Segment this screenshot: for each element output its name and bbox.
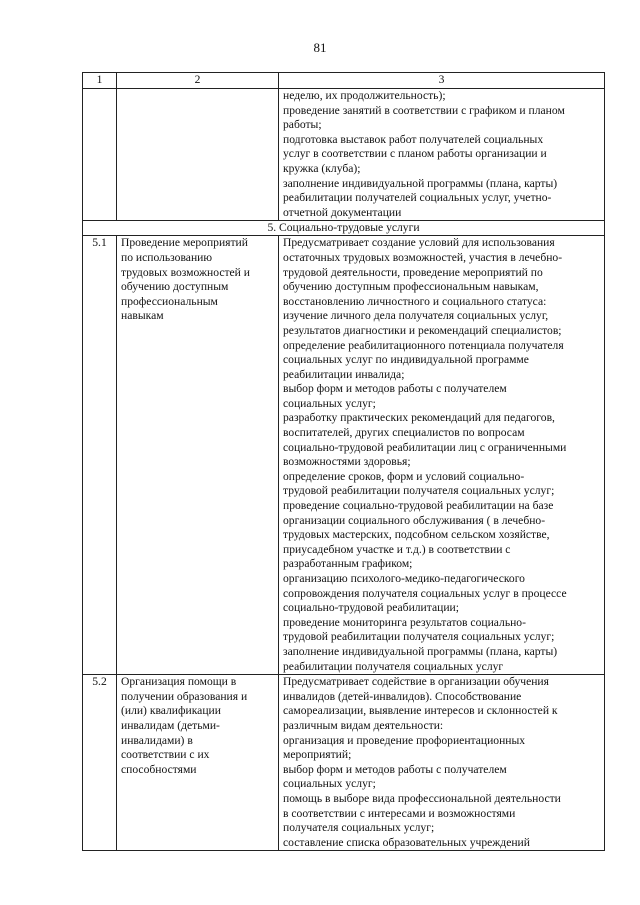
text-line: заполнение индивидуальной программы (плана, карты) (283, 644, 558, 658)
table-row (83, 675, 605, 851)
text-line: проведение социально-трудовой реабилитации на базе (283, 499, 554, 513)
text-line: остаточных трудовых возможностей, участия в лечебно- (283, 250, 563, 264)
text-line: социальных услуг; (283, 396, 376, 410)
text-line: социально-трудовой реабилитации лиц с ограниченными (283, 440, 567, 454)
text-line: сопровождения получателя социальных услуг в процессе (283, 586, 567, 600)
text-line: организации социального обслуживания ( в лечебно- (283, 513, 546, 527)
column-header-1: 1 (83, 73, 117, 89)
text-line: выбор форм и методов работы с получателем (283, 762, 507, 776)
text-line: обучению доступным профессиональным навыкам, (283, 280, 539, 294)
text-line: социальных услуг; (283, 777, 376, 791)
service-description (279, 675, 605, 851)
text-line: организация и проведение профориентационных (283, 733, 526, 747)
text-line: обучению доступным (121, 280, 229, 294)
text-line: результатов диагностики и рекомендаций специалистов; (283, 323, 562, 337)
column-header-3: 3 (279, 73, 605, 89)
text-line: определение реабилитационного потенциала получателя (283, 338, 564, 352)
page-number: 81 (313, 40, 327, 55)
text-line: инвалидов (детей-инвалидов). Способствование (283, 689, 522, 703)
text-line: мероприятий; (283, 748, 352, 762)
text-line: инвалидам (детьми- (121, 718, 220, 732)
text-line: навыкам (121, 309, 164, 323)
column-header-2: 2 (117, 73, 279, 89)
services-table (82, 72, 605, 851)
text-line: реабилитации инвалида; (283, 367, 405, 381)
service-number: 5.2 (83, 675, 117, 851)
text-line: Предусматривает содействие в организации обучения (283, 675, 549, 689)
text-line: воспитателей, других специалистов по вопросам (283, 426, 525, 440)
text-line: социально-трудовой реабилитации; (283, 601, 459, 615)
text-line: услуг в соответствии с планом работы организации и (283, 147, 547, 161)
continuation-desc-cell (279, 89, 605, 221)
text-line: трудовой реабилитации получателя социальных услуг; (283, 630, 555, 644)
continuation-name-cell (117, 89, 279, 221)
text-line: трудовой реабилитации получателя социальных услуг; (283, 484, 555, 498)
text-line: составление списка образовательных учреждений (283, 835, 530, 849)
text-line: Организация помощи в (121, 675, 237, 689)
text-line: приусадебном участке и т.д.) в соответствии с (283, 542, 511, 556)
text-line: Проведение мероприятий (121, 236, 248, 250)
text-line: отчетной документации (283, 205, 402, 219)
text-line: в соответствии с интересами и возможностями (283, 806, 516, 820)
text-line: заполнение индивидуальной программы (плана, карты) (283, 176, 558, 190)
text-line: (или) квалификации (121, 704, 221, 718)
text-line: кружка (клуба); (283, 161, 361, 175)
section-title: 5. Социально-трудовые услуги (83, 221, 605, 236)
text-line: соответствии с их (121, 748, 210, 762)
text-line: трудовых мастерских, подсобном сельском хозяйстве, (283, 528, 550, 542)
text-line: разработанным графиком; (283, 557, 413, 571)
text-line: помощь в выборе вида профессиональной деятельности (283, 791, 561, 805)
text-line: получателя социальных услуг; (283, 821, 435, 835)
text-line: возможностями здоровья; (283, 455, 411, 469)
text-line: организацию психолого-медико-педагогического (283, 572, 525, 585)
text-line: профессиональным (121, 294, 218, 308)
text-line: реабилитации получателей социальных услуг, учетно- (283, 191, 552, 205)
table-header-row (83, 73, 605, 89)
text-line: по использованию (121, 250, 213, 264)
section-row (83, 221, 605, 236)
text-line: инвалидами) в (121, 733, 193, 747)
text-line: получении образования и (121, 689, 248, 703)
table-row (83, 236, 605, 675)
text-line: неделю, их продолжительность); (283, 89, 446, 102)
text-line: восстановлению личностного и социального статуса: (283, 294, 547, 308)
text-line: подготовка выставок работ получателей социальных (283, 132, 544, 146)
service-description (279, 236, 605, 675)
text-line: выбор форм и методов работы с получателем (283, 382, 507, 396)
text-line: изучение личного дела получателя социальных услуг, (283, 309, 549, 323)
text-line: проведение занятий в соответствии с графиком и планом (283, 103, 565, 117)
text-line: трудовых возможностей и (121, 265, 250, 279)
text-line: различным видам деятельности: (283, 718, 444, 732)
text-line: реабилитации получателя социальных услуг (283, 659, 504, 673)
service-number: 5.1 (83, 236, 117, 675)
service-name (117, 236, 279, 675)
text-line: определение сроков, форм и условий социально- (283, 469, 525, 483)
text-line: социальных услуг по индивидуальной программе (283, 353, 529, 367)
continuation-num-cell (83, 89, 117, 221)
text-line: самореализации, выявление интересов и склонностей к (283, 704, 558, 718)
text-line: разработку практических рекомендаций для педагогов, (283, 411, 555, 425)
text-line: проведение мониторинга результатов социально- (283, 615, 526, 629)
continuation-row (83, 89, 605, 221)
text-line: работы; (283, 118, 322, 132)
text-line: трудовой деятельности, проведение мероприятий по (283, 265, 543, 279)
text-line: способностями (121, 762, 197, 776)
text-line: Предусматривает создание условий для использования (283, 236, 555, 250)
service-name (117, 675, 279, 851)
